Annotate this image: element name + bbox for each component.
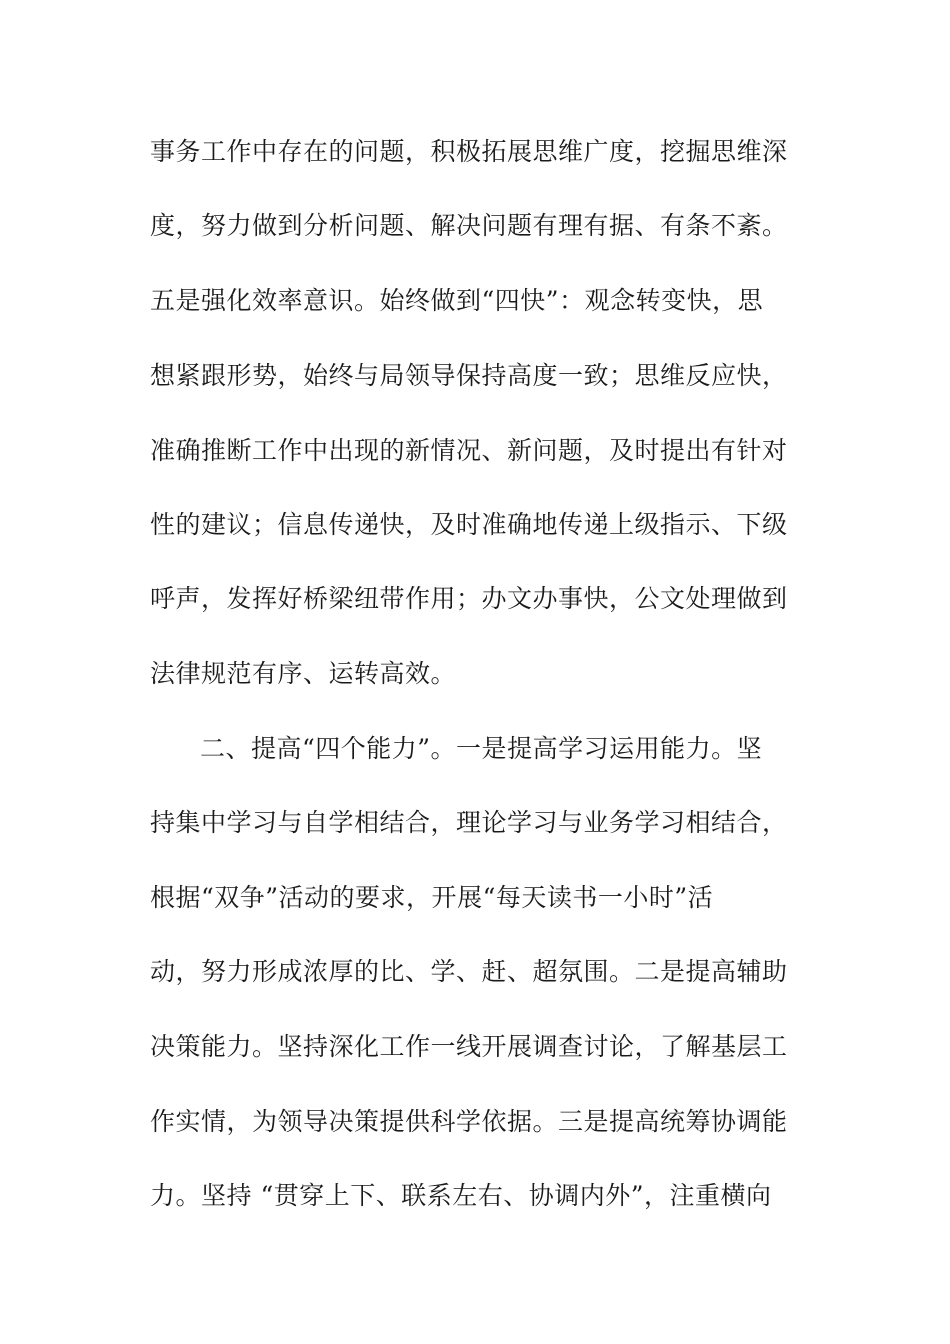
text-line: 事务工作中存在的问题，积极拓展思维广度，挖掘思维深 xyxy=(150,137,788,166)
text-line: 呼声，发挥好桥梁纽带作用；办文办事快，公文处理做到 xyxy=(150,584,788,613)
text-line: 五是强化效率意识。始终做到“四快”：观念转变快，思 xyxy=(150,286,764,315)
text-line: 法律规范有序、运转高效。 xyxy=(150,659,457,688)
text-line: 想紧跟形势，始终与局领导保持高度一致；思维反应快， xyxy=(150,361,788,390)
text-line: 度，努力做到分析问题、解决问题有理有据、有条不紊。 xyxy=(150,211,788,240)
paragraph-first-line: 二、提高“四个能力”。一是提高学习运用能力。坚 xyxy=(200,734,763,763)
text-line: 作实情，为领导决策提供科学依据。三是提高统筹协调能 xyxy=(150,1107,788,1136)
text-line: 性的建议；信息传递快，及时准确地传递上级指示、下级 xyxy=(150,510,788,539)
text-line: 力。坚持 “贯穿上下、联系左右、协调内外”，注重横向 xyxy=(150,1181,772,1210)
text-line: 动，努力形成浓厚的比、学、赶、超氛围。二是提高辅助 xyxy=(150,957,788,986)
text-line: 持集中学习与自学相结合，理论学习与业务学习相结合， xyxy=(150,808,788,837)
text-line: 准确推断工作中出现的新情况、新问题，及时提出有针对 xyxy=(150,436,788,465)
text-line: 根据“双争”活动的要求，开展“每天读书一小时”活 xyxy=(150,883,714,912)
text-line: 决策能力。坚持深化工作一线开展调查讨论，了解基层工 xyxy=(150,1032,788,1061)
